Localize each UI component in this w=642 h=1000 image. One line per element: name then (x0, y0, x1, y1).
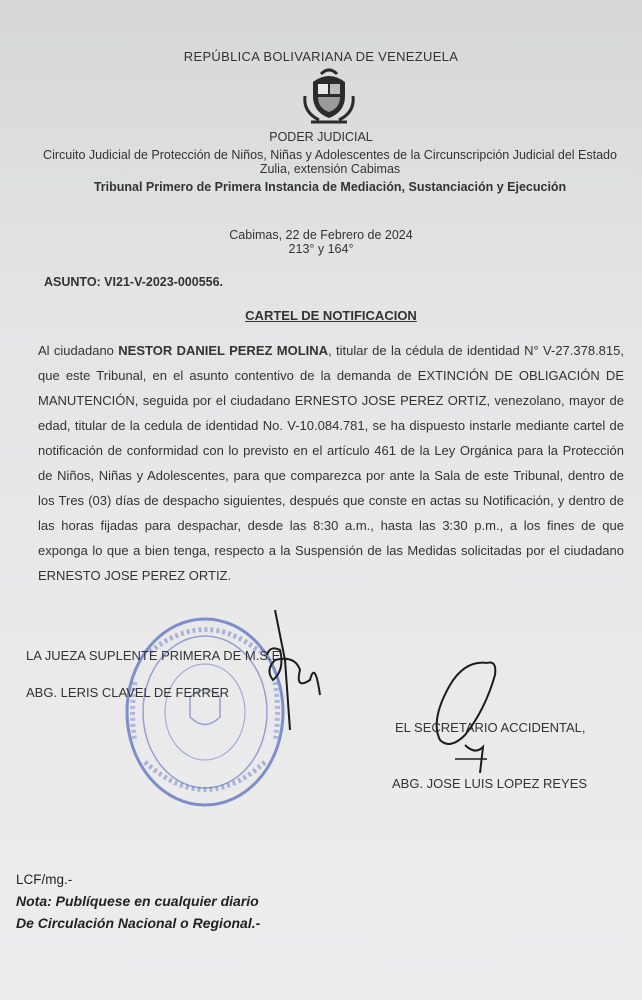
note-line-2: De Circulación Nacional o Regional.- (16, 915, 261, 931)
initials: LCF/mg.- (16, 872, 73, 887)
notification-body (38, 338, 624, 588)
judge-name: ABG. LERIS CLAVEL DE FERRER (26, 685, 230, 700)
document-title: CARTEL DE NOTIFICACION (245, 308, 417, 323)
coat-of-arms-icon (299, 66, 359, 126)
case-number: ASUNTO: VI21-V-2023-000556. (44, 275, 224, 289)
header-power: PODER JUDICIAL (269, 130, 373, 144)
header-tribunal: Tribunal Primero de Primera Instancia de Mediación, Sustanciación y Ejecución (93, 180, 567, 194)
judge-title: LA JUEZA SUPLENTE PRIMERA DE M.S.E., (26, 648, 288, 663)
date-block (0, 228, 642, 256)
date-line: Cabimas, 22 de Febrero de 2024 (229, 228, 413, 242)
body-intro: Al ciudadano (38, 343, 119, 358)
publication-note (16, 890, 260, 934)
notified-person-name: NESTOR DANIEL PEREZ MOLINA (118, 343, 329, 358)
years-line: 213° y 164° (288, 242, 354, 256)
header-circuit: Circuito Judicial de Protección de Niños, Niñas y Adolescentes de la Circunscripción Judicial del Estado Zulia, extensión Cabimas (43, 148, 617, 176)
secretary-title: EL SECRETARIO ACCIDENTAL, (395, 720, 586, 735)
header-republic: REPÚBLICA BOLIVARIANA DE VENEZUELA (183, 49, 459, 64)
note-line-1: Nota: Publíquese en cualquier diario (16, 893, 259, 909)
secretary-signature (425, 655, 535, 785)
body-text: , titular de la cédula de identidad N° V-27.378.815, que este Tribunal, en el asunto contentivo de la demanda de EXTINCIÓN DE OBLIGACIÓN DE MANUTENCIÓN, seguida por el ciudadano ERNESTO JOSE PEREZ ORTIZ, venezolano, mayor de edad, titular de la cedula de identidad No. V-10.084.781, se ha dispuesto instarle mediante cartel de notificación de conformidad con lo previsto en el artículo 461 de la Ley Orgánica para la Protección de Niños, Niñas y Adolescentes, para que comparezca por ante la Sala de este Tribunal, dentro de los Tres (03) días de despacho siguientes, después que conste en actas su Notificación, y dentro de las horas fijadas para despachar, desde las 8:30 a.m., hasta las 3:30 p.m., a los fines de que exponga lo que a bien tenga, respecto a la Suspensión de las Medidas solicitadas por el ciudadano ERNESTO JOSE PEREZ ORTIZ. (38, 343, 624, 583)
secretary-name: ABG. JOSE LUIS LOPEZ REYES (392, 776, 588, 791)
judge-signature (255, 600, 335, 735)
